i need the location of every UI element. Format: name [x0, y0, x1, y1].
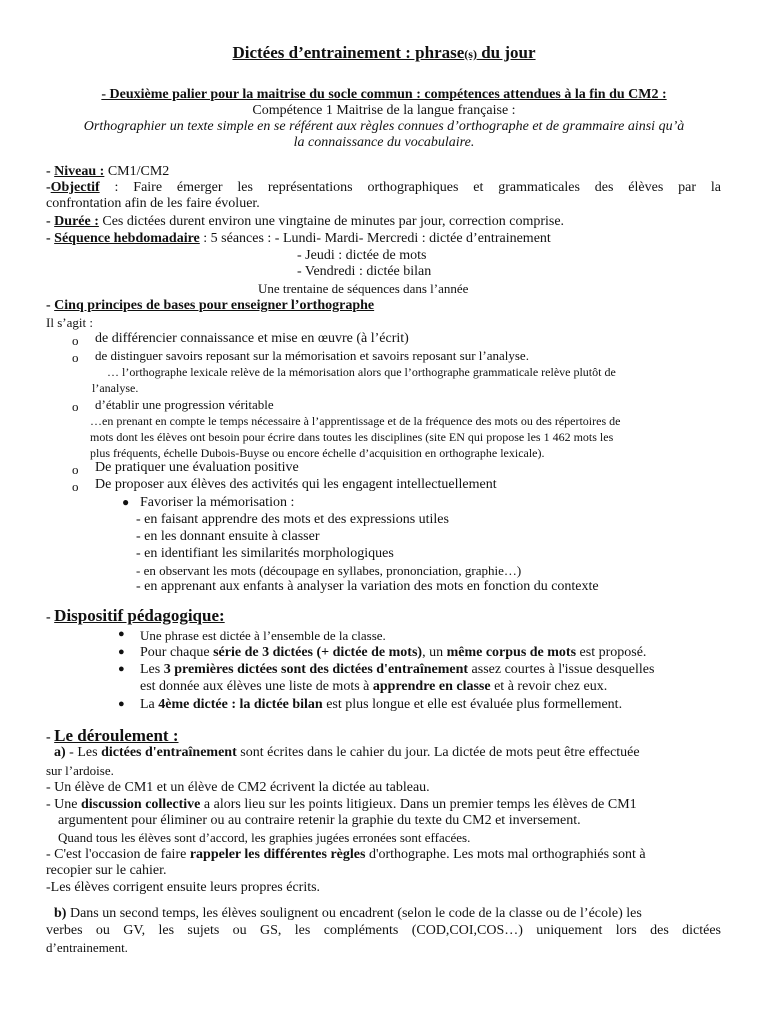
principe-2-note-1: … l’orthographe lexicale relève de la mémorisation alors que l’orthographe grammaticale relève plutôt de	[107, 365, 616, 379]
memorisation-4: - en observant les mots (découpage en syllabes, prononciation, graphie…)	[136, 563, 522, 578]
deroulement-a-line-6: Quand tous les élèves sont d’accord, les graphies jugées erronées sont effacées.	[58, 830, 471, 845]
palier-heading: - Deuxième palier pour la maitrise du socle commun : compétences attendues à la fin du CM2 :	[101, 87, 667, 102]
deroulement-a-line-5: argumentent pour éliminer ou au contraire retenir la graphie du texte du CM2 et inversement.	[58, 813, 581, 828]
bullet-dot-icon: ●	[118, 628, 125, 640]
principe-3: d’établir une progression véritable	[95, 397, 274, 412]
dispositif-3-line-2: est donnée aux élèves une liste de mots à apprendre en classe et à revoir chez eux.	[140, 679, 608, 694]
deroulement-a-line-2: sur l’ardoise.	[46, 763, 114, 778]
bullet-dot-icon: ●	[118, 663, 125, 675]
competence-line: Compétence 1 Maitrise de la langue française :	[252, 103, 516, 118]
principes-heading: - Cinq principes de bases pour enseigner l’orthographe	[46, 298, 375, 313]
deroulement-b-line-1: b) Dans un second temps, les élèves soulignent ou encadrent (selon le code de la classe ou de l’école) les	[54, 906, 642, 921]
dispositif-1: Une phrase est dictée à l’ensemble de la classe.	[140, 628, 386, 643]
orthographier-line-2: la connaissance du vocabulaire.	[293, 135, 475, 150]
objectif-line-2: confrontation afin de les faire évoluer.	[46, 196, 260, 211]
principe-2: de distinguer savoirs reposant sur la mémorisation et savoirs reposant sur l’analyse.	[95, 348, 529, 363]
memorisation-title: Favoriser la mémorisation :	[140, 495, 295, 510]
memorisation-5: - en apprenant aux enfants à analyser la variation des mots en fonction du contexte	[136, 579, 599, 594]
bullet-dot-icon: ●	[118, 646, 125, 658]
niveau-line: - Niveau : CM1/CM2	[46, 164, 170, 179]
bullet-o-icon: o	[72, 333, 79, 348]
document-title: Dictées d’entrainement : phrase(s) du jour	[232, 43, 536, 62]
dispositif-3: Les 3 premières dictées sont des dictées d'entraînement assez courtes à l'issue desquelles	[140, 662, 655, 677]
principe-2-note-2: l’analyse.	[92, 381, 139, 395]
principe-1: de différencier connaissance et mise en œuvre (à l’écrit)	[95, 331, 409, 346]
bullet-o-icon: o	[72, 462, 79, 477]
duree-line: - Durée : Ces dictées durent environ une vingtaine de minutes par jour, correction comprise.	[46, 214, 565, 229]
deroulement-b-line-2: verbes ou GV, les sujets ou GS, les compléments (COD,COI,COS…) uniquement lors des dictées	[46, 923, 721, 938]
deroulement-a-line-3: - Un élève de CM1 et un élève de CM2 écrivent la dictée au tableau.	[46, 780, 430, 795]
deroulement-b-line-3: d’entrainement.	[46, 940, 128, 955]
deroulement-heading: - Le déroulement :	[46, 726, 179, 745]
principe-4: De pratiquer une évaluation positive	[95, 460, 299, 475]
deroulement-a-line-7: - C'est l'occasion de faire rappeler les différentes règles d'orthographe. Les mots mal orthographiés sont à	[46, 847, 646, 862]
sequence-trentaine: Une trentaine de séquences dans l’année	[258, 281, 469, 296]
bullet-o-icon: o	[72, 479, 79, 494]
bullet-o-icon: o	[72, 399, 79, 414]
bullet-dot-icon: ●	[118, 698, 125, 710]
dispositif-4: La 4ème dictée : la dictée bilan est plus longue et elle est évaluée plus formellement.	[140, 697, 623, 712]
objectif-line-1: -Objectif : Faire émerger les représentations orthographiques et grammaticales des élèves par la	[46, 180, 721, 195]
memorisation-1: - en faisant apprendre des mots et des expressions utiles	[136, 512, 449, 527]
sequence-vendredi: - Vendredi : dictée bilan	[297, 264, 432, 279]
il-s-agit: Il s’agit :	[46, 315, 93, 330]
deroulement-a-line-8: recopier sur le cahier.	[46, 863, 167, 878]
dispositif-2: Pour chaque série de 3 dictées (+ dictée de mots), un même corpus de mots est proposé.	[140, 645, 647, 660]
sequence-line: - Séquence hebdomadaire : 5 séances : - Lundi- Mardi- Mercredi : dictée d’entrainement	[46, 231, 551, 246]
bullet-dot-icon: ●	[122, 495, 130, 509]
principe-5: De proposer aux élèves des activités qui les engagent intellectuellement	[95, 477, 497, 492]
sequence-jeudi: - Jeudi : dictée de mots	[297, 248, 427, 263]
deroulement-a-line-1: a) - Les dictées d'entraînement sont écrites dans le cahier du jour. La dictée de mots peut être effectuée	[54, 745, 640, 760]
dispositif-heading: - Dispositif pédagogique:	[46, 606, 225, 625]
deroulement-a-line-9: -Les élèves corrigent ensuite leurs propres écrits.	[46, 880, 321, 895]
principe-3-note-1: …en prenant en compte le temps nécessaire à l’apprentissage et de la fréquence des mots ou des répertoires de	[90, 414, 621, 428]
deroulement-a-line-4: - Une discussion collective a alors lieu sur les points litigieux. Dans un premier temps les élèves de CM1	[46, 797, 637, 812]
principe-3-note-2: mots dont les élèves ont besoin pour écrire dans toutes les disciplines (site EN qui propose les 1 462 mots les	[90, 430, 614, 444]
memorisation-2: - en les donnant ensuite à classer	[136, 529, 320, 544]
principe-3-note-3: plus fréquents, échelle Dubois-Buyse ou encore échelle d’acquisition en orthographe lexicale).	[90, 446, 545, 460]
bullet-o-icon: o	[72, 350, 79, 365]
memorisation-3: - en identifiant les similarités morphologiques	[136, 546, 394, 561]
orthographier-line-1: Orthographier un texte simple en se référent aux règles connues d’orthographe et de grammaire ainsi qu’à	[83, 119, 685, 134]
